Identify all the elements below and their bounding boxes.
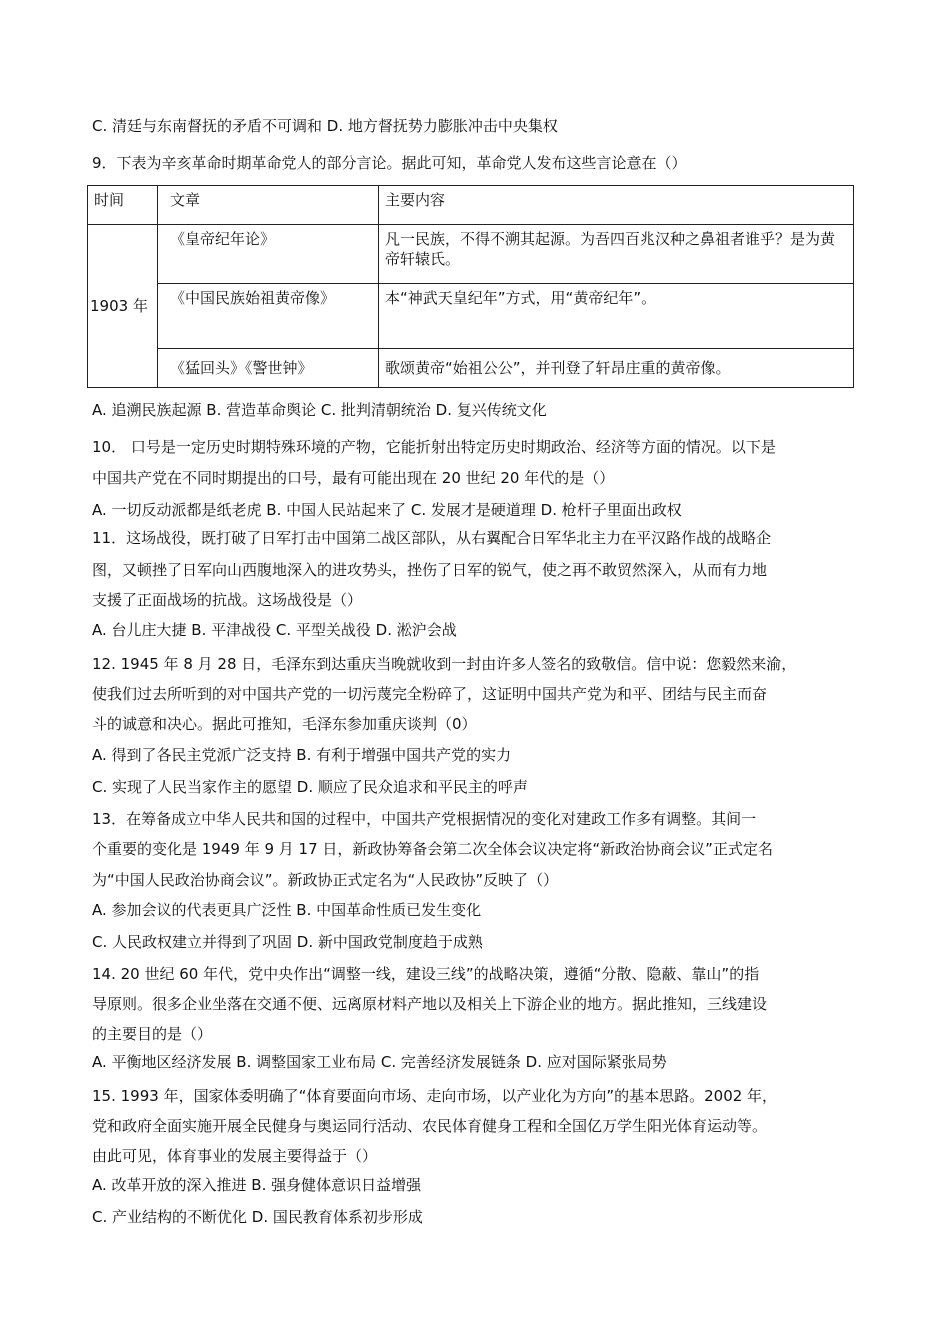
q12-stem-line: 斗的诚意和决心。据此可推知，毛泽东参加重庆谈判（0） [92,715,477,733]
q13-options-cd: C. 人民政权建立并得到了巩固 D. 新中国政党制度趋于成熟 [92,933,483,951]
q12-options-ab: A. 得到了各民主党派广泛支持 B. 有利于增强中国共产党的实力 [92,746,512,764]
q14-stem-line: 导原则。很多企业坐落在交通不便、远离原材料产地以及相关上下游企业的地方。据此推知，三线建设 [92,995,768,1013]
q11-stem-line: 支援了正面战场的抗战。这场战役是（） [92,591,363,609]
table-year-cell: 1903 年 [88,225,158,388]
q11-stem-line: 11．这场战役，既打破了日军打击中国第二战区部队，从右翼配合日军华北主力在平汉路作战的战略企 [92,529,772,547]
q12-options-cd: C. 实现了人民当家作主的愿望 D. 顺应了民众追求和平民主的呼声 [92,778,528,796]
q13-stem-line: 个重要的变化是 1949 年 9 月 17 日，新政协筹备会第二次全体会议决定将“新政治协商会议”正式定名 [92,840,773,858]
q15-options-cd: C. 产业结构的不断优化 D. 国民教育体系初步形成 [92,1208,423,1226]
q14-stem-line: 的主要目的是（） [92,1025,213,1043]
table-header-time: 时间 [88,186,158,225]
q12-stem-line: 使我们过去所听到的对中国共产党的一切污蔑完全粉碎了，这证明中国共产党为和平、团结与民主而奋 [92,685,768,703]
q10-stem-line: 中国共产党在不同时期提出的口号，最有可能出现在 20 世纪 20 年代的是（） [92,469,615,487]
q14-stem-line: 14. 20 世纪 60 年代，党中央作出“调整一线，建设三线”的战略决策，遵循“分散、隐蔽、靠山”的指 [92,965,760,983]
q12-stem-line: 12. 1945 年 8 月 28 日，毛泽东到达重庆当晚就收到一封由许多人签名的致敬信。信中说：您毅然来渝， [92,655,797,673]
table-article-cell: 《中国民族始祖黄帝像》 [158,284,379,349]
q13-options-ab: A. 参加会议的代表更具广泛性 B. 中国革命性质已发生变化 [92,901,482,919]
q9-table [87,185,854,388]
table-content-cell: 本“神武天皇纪年”方式，用“黄帝纪年”。 [379,284,854,349]
q13-stem-line: 为“中国人民政治协商会议”。新政协正式定名为“人民政协”反映了（） [92,871,559,889]
table-header-content: 主要内容 [379,186,854,225]
q9-options: A. 追溯民族起源 B. 营造革命舆论 C. 批判清朝统治 D. 复兴传统文化 [92,401,547,419]
q15-stem-line: 15. 1993 年，国家体委明确了“体育要面向市场、走向市场，以产业化为方向”的基本思路。2002 年， [92,1087,778,1105]
table-content-cell: 歌颂黄帝“始祖公公”，并刊登了轩昂庄重的黄帝像。 [379,349,854,388]
q15-options-ab: A. 改革开放的深入推进 B. 强身健体意识日益增强 [92,1176,422,1194]
q8-options-cd: C. 清廷与东南督抚的矛盾不可调和 D. 地方督抚势力膨胀冲击中央集权 [92,117,558,135]
q13-stem-line: 13．在筹备成立中华人民共和国的过程中，中国共产党根据情况的变化对建政工作多有调整。其间一 [92,810,757,828]
q10-stem-line: 10． 口号是一定历史时期特殊环境的产物，它能折射出特定历史时期政治、经济等方面的情况。以下是 [92,438,776,456]
q9-stem: 9．下表为辛亥革命时期革命党人的部分言论。据此可知，革命党人发布这些言论意在（） [92,154,687,172]
table-content-cell: 凡一民族，不得不溯其起源。为吾四百兆汉种之鼻祖者谁乎？是为黄帝轩辕氏。 [379,225,854,284]
table-article-cell: 《猛回头》《警世钟》 [158,349,379,388]
q15-stem-line: 党和政府全面实施开展全民健身与奥运同行活动、农民体育健身工程和全国亿万学生阳光体育运动等。 [92,1117,768,1135]
table-article-cell: 《皇帝纪年论》 [158,225,379,284]
q11-options: A. 台儿庄大捷 B. 平津战役 C. 平型关战役 D. 淞沪会战 [92,621,457,639]
q11-stem-line: 图，又顿挫了日军向山西腹地深入的进攻势头，挫伤了日军的锐气，使之再不敢贸然深入，从而有力地 [92,561,768,579]
table-header-article: 文章 [158,186,379,225]
q10-options: A. 一切反动派都是纸老虎 B. 中国人民站起来了 C. 发展才是硬道理 D. 枪杆子里面出政权 [92,501,682,519]
q14-options: A. 平衡地区经济发展 B. 调整国家工业布局 C. 完善经济发展链条 D. 应对国际紧张局势 [92,1053,667,1071]
q15-stem-line: 由此可见，体育事业的发展主要得益于（） [92,1147,378,1165]
